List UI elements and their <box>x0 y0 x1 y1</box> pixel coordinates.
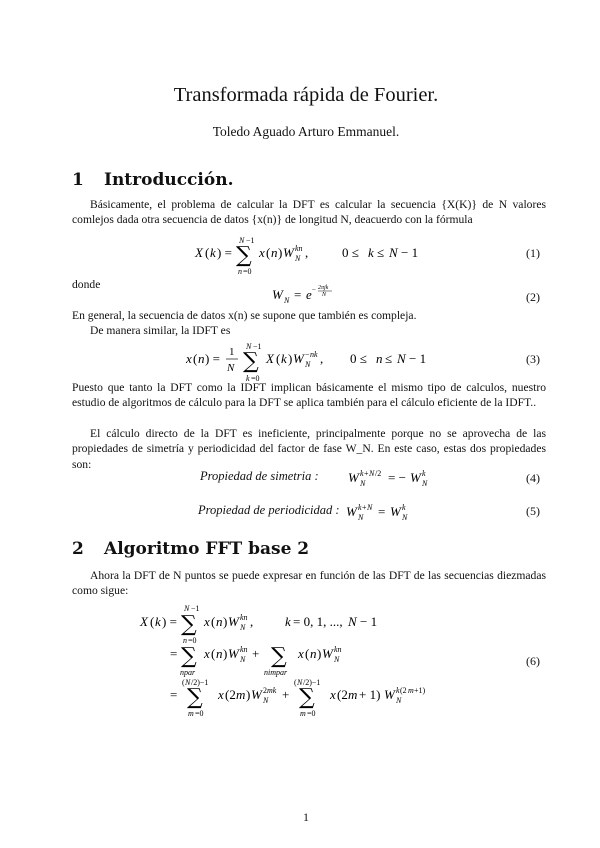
svg-text:0 ≤: 0 ≤ <box>350 351 367 366</box>
svg-text:(: ( <box>266 245 271 260</box>
section-1-paragraph-1: Básicamente, el problema de calcular la DFT es calcular la secuencia {X(K)} de N valores comlejos dada otra secuencia de datos {x(n)} de longitud N, deacuerdo con la fórmula <box>72 198 546 227</box>
svg-text:,: , <box>305 245 309 260</box>
equation-5-number: (5) <box>526 504 540 518</box>
svg-text:x: x <box>218 687 224 702</box>
svg-text:e: e <box>306 287 312 302</box>
equation-2-number: (2) <box>526 290 540 304</box>
svg-text:kn: kn <box>295 244 303 253</box>
svg-text:=: = <box>170 687 178 702</box>
section-1-paragraph-2: En general, la secuencia de datos x(n) se supone que también es compleja. <box>72 309 417 322</box>
equation-4 <box>200 466 460 490</box>
svg-text:N: N <box>360 479 366 488</box>
svg-text:∑: ∑ <box>181 612 197 637</box>
svg-text:N: N <box>295 254 301 263</box>
svg-text:=0: =0 <box>251 374 260 383</box>
svg-text:N: N <box>246 342 252 351</box>
svg-text:k: k <box>396 686 400 695</box>
svg-text:n: n <box>310 646 317 661</box>
section-1-paragraph-3: De manera similar, la IDFT es <box>90 324 231 337</box>
svg-text:N: N <box>297 678 303 687</box>
svg-text:k: k <box>402 503 406 512</box>
svg-text:x: x <box>259 245 265 260</box>
svg-text:∑: ∑ <box>271 644 287 669</box>
svg-text:−1: −1 <box>246 236 255 245</box>
svg-text:(: ( <box>150 614 155 629</box>
svg-text:nimpar: nimpar <box>264 668 288 677</box>
svg-text:n: n <box>376 351 383 366</box>
svg-text:N: N <box>322 292 327 298</box>
svg-text:,: , <box>320 351 324 366</box>
svg-text:X: X <box>140 614 148 629</box>
svg-text:=0: =0 <box>195 709 204 718</box>
svg-text:k: k <box>422 469 426 478</box>
svg-text:x: x <box>204 646 210 661</box>
equation-3-number: (3) <box>526 352 540 366</box>
svg-text:(: ( <box>276 351 281 366</box>
svg-text:): ) <box>278 245 283 260</box>
svg-text:n: n <box>238 267 242 276</box>
svg-text:n: n <box>216 646 223 661</box>
svg-text:/2)−1: /2)−1 <box>191 678 209 687</box>
svg-text:k: k <box>368 245 374 260</box>
equation-6 <box>140 600 500 720</box>
svg-text:nk: nk <box>310 350 318 359</box>
svg-text:) =: ) = <box>205 351 220 366</box>
section-1-title: Introducción. <box>104 170 234 190</box>
equation-4-number: (4) <box>526 471 540 485</box>
svg-text:∑: ∑ <box>181 644 197 669</box>
svg-text:(: ( <box>211 646 216 661</box>
svg-text:W: W <box>283 245 294 260</box>
svg-text:+: + <box>282 687 290 702</box>
svg-text:= 0, 1, ...,: = 0, 1, ..., <box>293 614 343 629</box>
svg-text:x: x <box>298 646 304 661</box>
svg-text:+: + <box>252 646 260 661</box>
svg-text:N: N <box>263 696 269 705</box>
section-1-heading <box>72 170 233 190</box>
svg-text:m: m <box>188 709 194 718</box>
svg-text:n: n <box>216 614 223 629</box>
svg-text:): ) <box>288 351 293 366</box>
svg-text:k: k <box>285 614 291 629</box>
svg-text:+: + <box>364 469 369 478</box>
equation-5-label: Propiedad de periodicidad : <box>198 503 340 517</box>
svg-text:∑: ∑ <box>187 685 203 710</box>
svg-text:N: N <box>397 351 406 366</box>
svg-text:/2)−1: /2)−1 <box>303 678 321 687</box>
equation-3 <box>186 337 506 383</box>
section-2-heading <box>72 539 309 559</box>
svg-text:=: = <box>170 646 178 661</box>
svg-text:npar: npar <box>180 668 196 677</box>
svg-text:x: x <box>204 614 210 629</box>
svg-text:−: − <box>312 286 316 294</box>
svg-text:W: W <box>346 504 357 519</box>
svg-text:=: = <box>378 504 386 519</box>
svg-text:k: k <box>358 503 362 512</box>
svg-text:(: ( <box>294 678 297 687</box>
svg-text:N: N <box>227 362 235 374</box>
svg-text:k: k <box>246 374 250 383</box>
svg-text:k: k <box>360 469 364 478</box>
svg-text:) =: ) = <box>162 614 177 629</box>
svg-text:k: k <box>210 245 216 260</box>
svg-text:k: k <box>281 351 287 366</box>
equation-5 <box>198 500 458 524</box>
svg-text:∑: ∑ <box>236 243 252 268</box>
svg-text:(2: (2 <box>337 687 348 702</box>
svg-text:): ) <box>246 687 251 702</box>
section-2-title: Algoritmo FFT base 2 <box>104 539 310 559</box>
svg-text:≤: ≤ <box>377 245 385 260</box>
svg-text:=: = <box>294 287 302 302</box>
svg-text:N: N <box>305 360 311 369</box>
svg-text:N: N <box>184 604 190 613</box>
svg-text:N: N <box>367 503 373 512</box>
svg-text:(2: (2 <box>400 686 407 695</box>
section-1-paragraph-5: El cálculo directo de la DFT es ineficiente, principalmente porque no se aprovecha de las propiedades de simetría y periodicidad del factor de fase W_N. En este caso, estas dos propiedades son: <box>72 427 546 471</box>
svg-text:2: 2 <box>263 686 267 695</box>
svg-text:W: W <box>322 646 333 661</box>
svg-text:W: W <box>390 504 401 519</box>
svg-text:N: N <box>239 236 245 245</box>
svg-text:−1: −1 <box>253 342 262 351</box>
svg-text:N: N <box>389 245 398 260</box>
svg-text:≤: ≤ <box>385 351 393 366</box>
svg-text:m: m <box>348 687 358 702</box>
svg-text:kn: kn <box>334 645 342 654</box>
svg-text:N: N <box>284 296 290 305</box>
svg-text:∑: ∑ <box>299 685 315 710</box>
svg-text:N: N <box>369 469 375 478</box>
section-2-number: 2 <box>72 539 84 559</box>
svg-text:2πjk: 2πjk <box>318 285 329 291</box>
svg-text:n: n <box>271 245 278 260</box>
section-2-paragraph-1: Ahora la DFT de N puntos se puede expresar en función de las DFT de las secuencias diezmadas como sigue: <box>72 569 546 598</box>
svg-text:W: W <box>228 646 239 661</box>
svg-text:x: x <box>330 687 336 702</box>
svg-text:W: W <box>272 287 283 302</box>
svg-text:,: , <box>250 614 254 629</box>
svg-text:n: n <box>198 351 205 366</box>
svg-text:= −: = − <box>388 470 406 485</box>
svg-text:− 1: − 1 <box>360 614 378 629</box>
svg-text:W: W <box>251 687 262 702</box>
svg-text:W: W <box>410 470 421 485</box>
svg-text:+ 1): + 1) <box>359 687 381 702</box>
svg-text:=0: =0 <box>243 267 252 276</box>
svg-text:− 1: − 1 <box>409 351 427 366</box>
svg-text:N: N <box>334 655 340 664</box>
svg-text:W: W <box>384 687 395 702</box>
svg-text:=0: =0 <box>307 709 316 718</box>
svg-text:1: 1 <box>229 346 235 358</box>
svg-text:N: N <box>240 655 246 664</box>
svg-text:N: N <box>396 696 402 705</box>
section-1-number: 1 <box>72 170 84 190</box>
svg-text:−1: −1 <box>191 604 200 613</box>
svg-text:X: X <box>266 351 274 366</box>
svg-text:n: n <box>183 636 187 645</box>
equation-1-number: (1) <box>526 246 540 260</box>
svg-text:): ) <box>223 646 228 661</box>
svg-text:=0: =0 <box>188 636 197 645</box>
equation-4-label: Propiedad de simetria : <box>200 469 319 483</box>
svg-text:(: ( <box>305 646 310 661</box>
svg-text:k: k <box>155 614 161 629</box>
page-number: 1 <box>303 810 309 824</box>
svg-text:m: m <box>300 709 306 718</box>
svg-text:(: ( <box>205 245 210 260</box>
donde-text: donde <box>72 278 101 291</box>
svg-text:N: N <box>358 513 364 522</box>
svg-text:N: N <box>348 614 357 629</box>
svg-text:mk: mk <box>267 686 277 695</box>
svg-text:W: W <box>293 351 304 366</box>
svg-text:(2: (2 <box>225 687 236 702</box>
svg-text:N: N <box>240 623 246 632</box>
svg-text:kn: kn <box>240 613 248 622</box>
section-1-paragraph-4: Puesto que tanto la DFT como la IDFT implican básicamente el mismo tipo de calculos, nuestro estudio de algoritmos de cálculo para la DFT se aplica también para el cálculo eficiente de la IDFT.. <box>72 381 546 410</box>
svg-text:m: m <box>408 686 414 695</box>
svg-text:X: X <box>195 245 203 260</box>
svg-text:∑: ∑ <box>243 349 259 374</box>
svg-text:0 ≤: 0 ≤ <box>342 245 359 260</box>
svg-text:): ) <box>223 614 228 629</box>
svg-text:) =: ) = <box>217 245 232 260</box>
svg-text:N: N <box>185 678 191 687</box>
svg-text:−: − <box>305 350 310 359</box>
svg-text:/2: /2 <box>375 469 382 478</box>
equation-1 <box>195 232 515 276</box>
svg-text:+: + <box>362 503 367 512</box>
svg-text:N: N <box>402 513 408 522</box>
svg-text:kn: kn <box>240 645 248 654</box>
svg-text:+1): +1) <box>414 686 426 695</box>
svg-text:): ) <box>317 646 322 661</box>
svg-text:W: W <box>348 470 359 485</box>
svg-text:m: m <box>236 687 246 702</box>
svg-text:W: W <box>228 614 239 629</box>
equation-2 <box>272 283 392 305</box>
svg-text:− 1: − 1 <box>401 245 419 260</box>
svg-text:(: ( <box>211 614 216 629</box>
equation-6-number: (6) <box>526 654 540 668</box>
svg-text:x: x <box>186 351 192 366</box>
author-name: Toledo Aguado Arturo Emmanuel. <box>212 124 400 139</box>
document-title: Transformada rápida de Fourier. <box>173 84 439 106</box>
svg-text:(: ( <box>193 351 198 366</box>
svg-text:(: ( <box>182 678 185 687</box>
svg-text:N: N <box>422 479 428 488</box>
